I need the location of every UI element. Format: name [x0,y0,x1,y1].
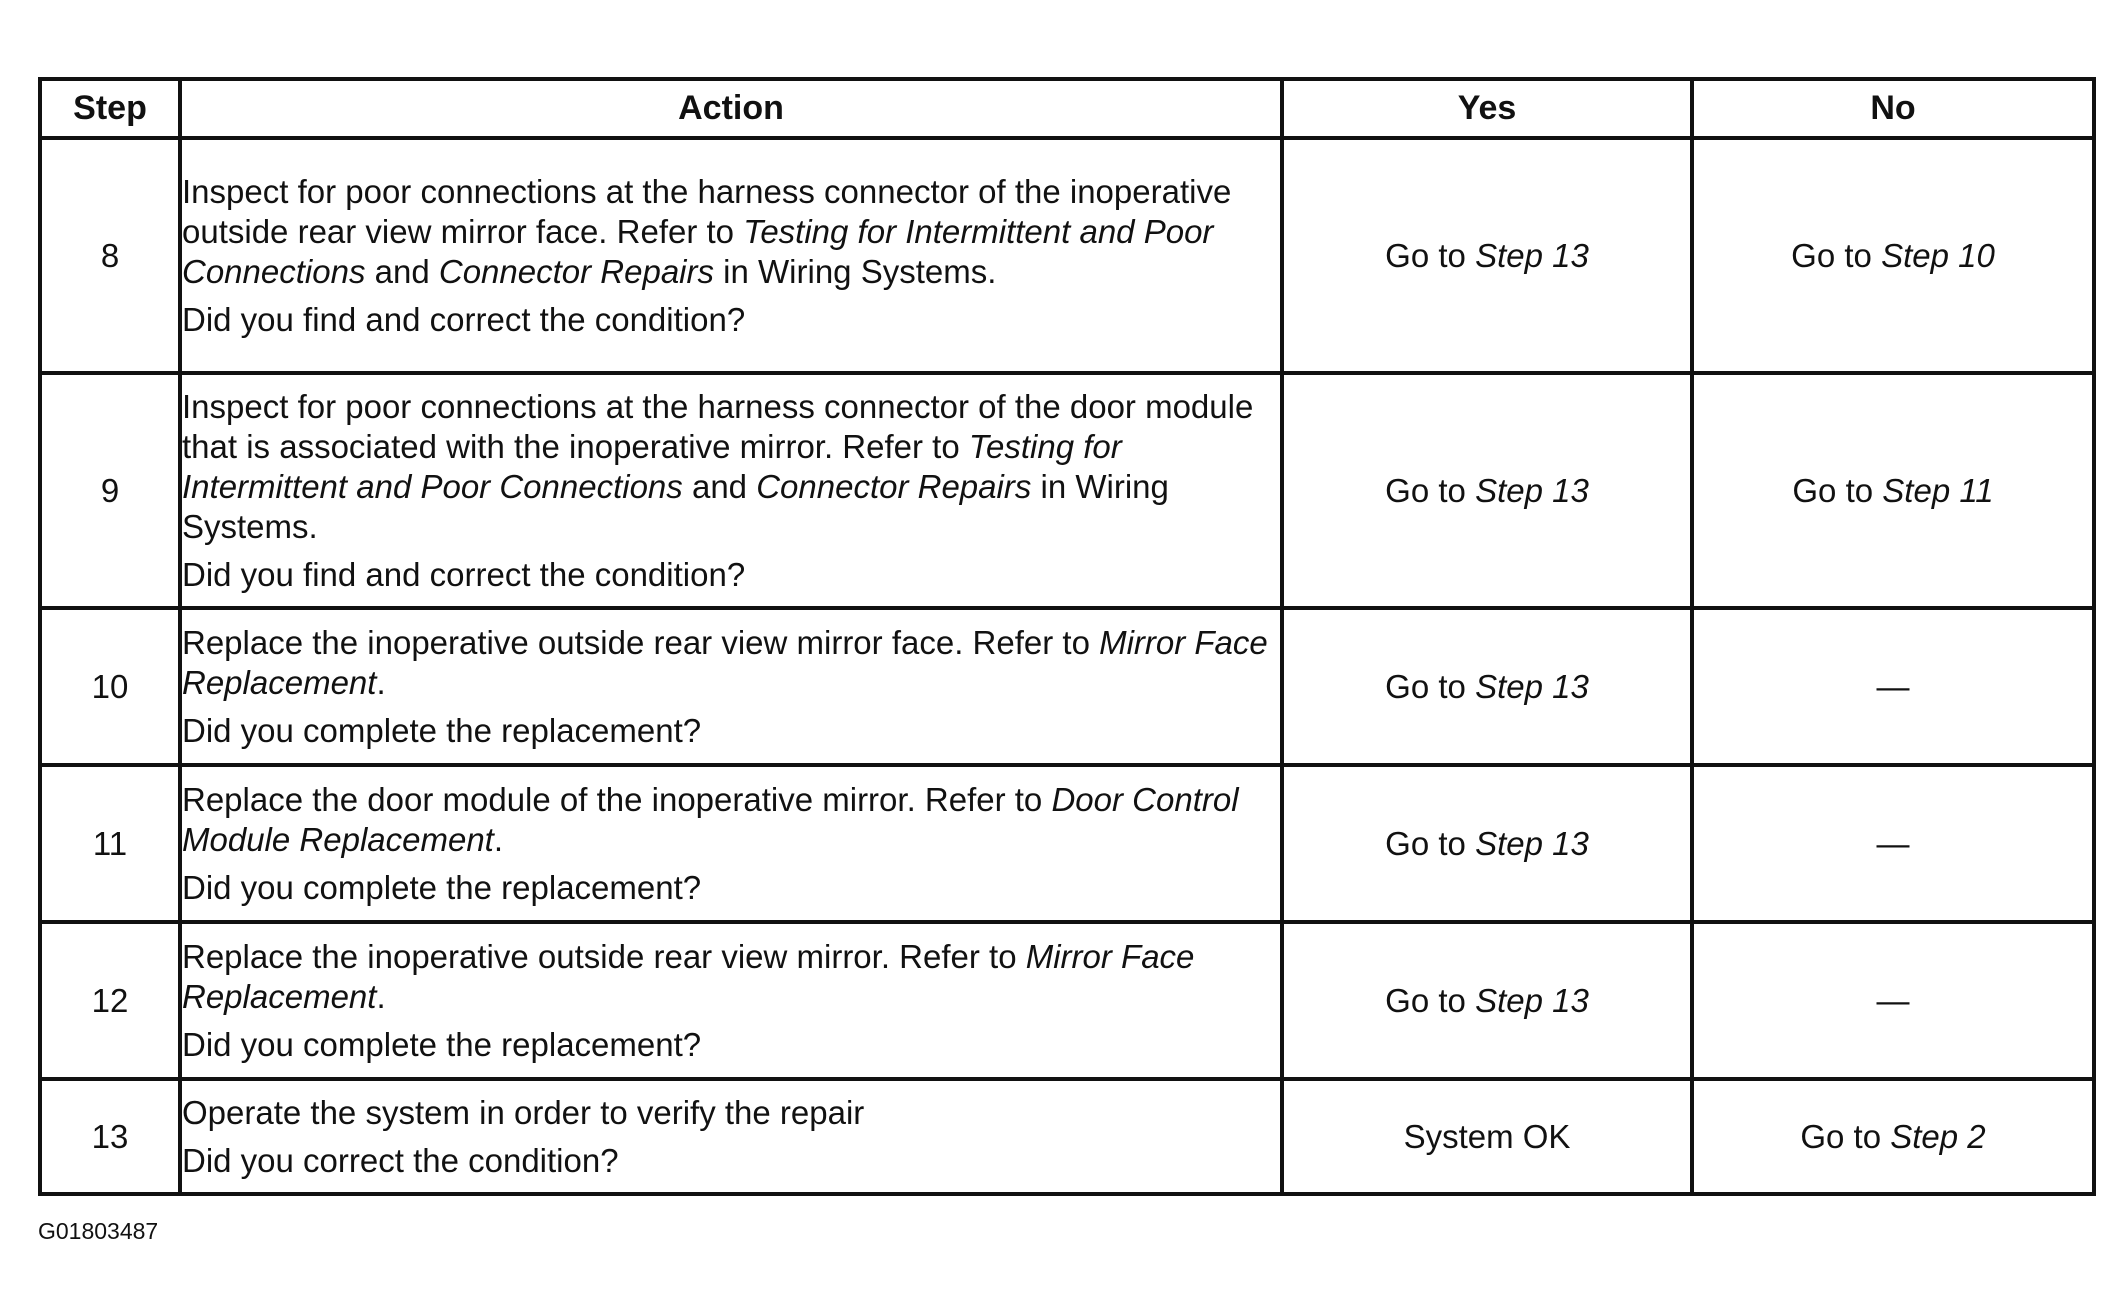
action-cell [180,608,1282,765]
table-row [40,373,2094,608]
no-cell: — [1692,922,2094,1079]
no-cell: Go to Step 10 [1692,138,2094,373]
yes-cell: Go to Step 13 [1282,608,1692,765]
action-cell [180,922,1282,1079]
no-cell: Go to Step 2 [1692,1079,2094,1194]
table-row [40,608,2094,765]
action-question: Did you complete the replacement? [182,1025,702,1063]
step-number: 10 [40,608,180,765]
table-row [40,1079,2094,1194]
no-cell: — [1692,608,2094,765]
action-question: Did you find and correct the condition? [182,300,746,338]
action-instruction: Replace the door module of the inoperative mirror. Refer to Door Control Module Replacement. [182,780,1239,858]
step-number: 8 [40,138,180,373]
step-number: 9 [40,373,180,608]
header-row [40,79,2094,138]
action-question: Did you find and correct the condition? [182,555,746,593]
action-instruction: Inspect for poor connections at the harness connector of the inoperative outside rear view mirror face. Refer to Testing for Intermittent and Poor Connections and Connector Repairs in Wiring Systems. [182,172,1232,290]
action-cell [180,1079,1282,1194]
action-instruction: Operate the system in order to verify the repair [182,1093,865,1131]
no-cell: Go to Step 11 [1692,373,2094,608]
action-question: Did you correct the condition? [182,1141,619,1179]
table-row [40,138,2094,373]
action-instruction: Replace the inoperative outside rear view mirror. Refer to Mirror Face Replacement. [182,937,1195,1015]
action-cell [180,765,1282,922]
action-cell [180,373,1282,608]
action-question: Did you complete the replacement? [182,711,702,749]
header-step: Step [40,79,180,138]
header-action: Action [180,79,1282,138]
yes-cell: Go to Step 13 [1282,765,1692,922]
yes-cell: System OK [1282,1079,1692,1194]
header-yes: Yes [1282,79,1692,138]
yes-cell: Go to Step 13 [1282,922,1692,1079]
action-instruction: Replace the inoperative outside rear view mirror face. Refer to Mirror Face Replacement. [182,623,1268,701]
step-number: 11 [40,765,180,922]
diagnostic-table [38,77,2096,1196]
yes-cell: Go to Step 13 [1282,138,1692,373]
no-cell: — [1692,765,2094,922]
yes-cell: Go to Step 13 [1282,373,1692,608]
action-question: Did you complete the replacement? [182,868,702,906]
action-instruction: Inspect for poor connections at the harness connector of the door module that is associated with the inoperative mirror. Refer to Testing for Intermittent and Poor Connections and Connector Repairs in Wiring Systems. [182,387,1254,545]
header-no: No [1692,79,2094,138]
table-row [40,922,2094,1079]
figure-id: G01803487 [38,1218,159,1244]
step-number: 12 [40,922,180,1079]
step-number: 13 [40,1079,180,1194]
action-cell [180,138,1282,373]
table-row [40,765,2094,922]
